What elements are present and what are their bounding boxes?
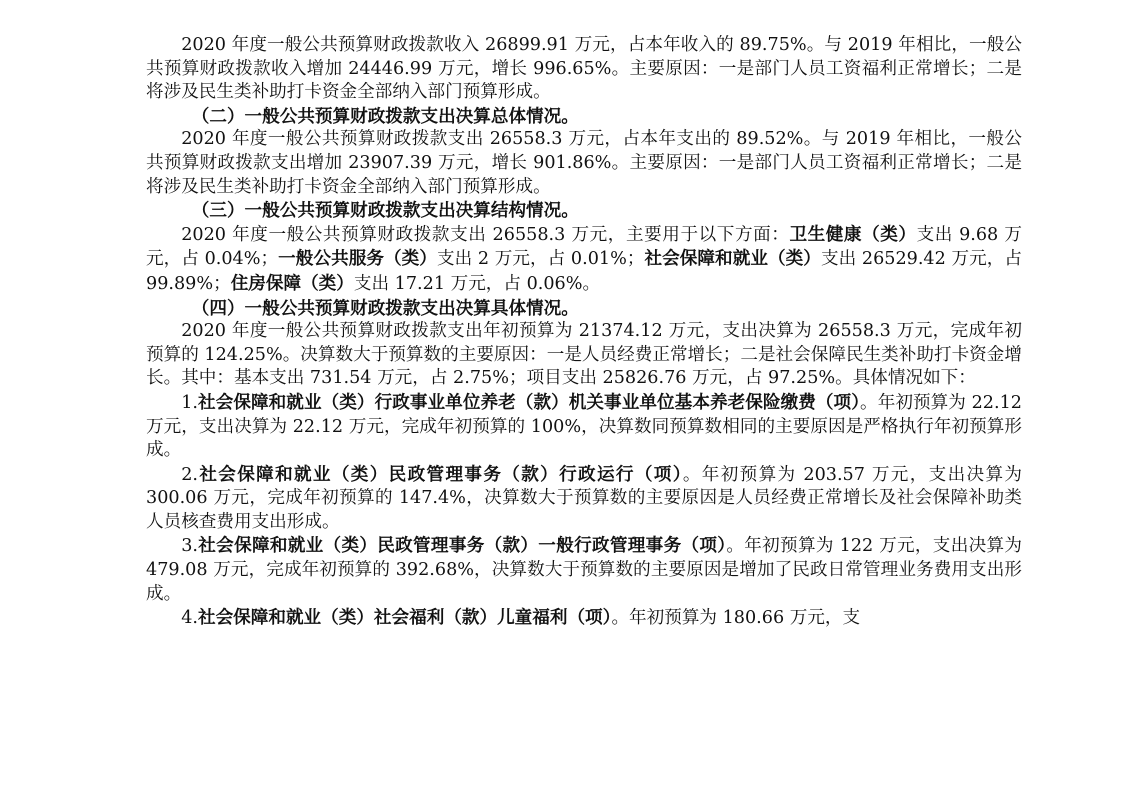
text-run: 支出 2 万元，占 0.01%； bbox=[436, 249, 645, 270]
detail-item-3 bbox=[146, 534, 1022, 606]
text-run: 支出 9.68 万元，占 0.04%； bbox=[146, 224, 1022, 270]
detail-item-2 bbox=[146, 463, 1022, 535]
detail-item-4 bbox=[146, 606, 1022, 631]
heading-text: （四）一般公共预算财政拨款支出决算具体情况。 bbox=[191, 297, 579, 319]
paragraph-revenue-summary bbox=[146, 34, 1022, 105]
category-social-security: 社会保障和就业（类） bbox=[644, 248, 821, 270]
heading-text: （二）一般公共预算财政拨款支出决算总体情况。 bbox=[191, 105, 579, 127]
item-title: 社会保障和就业（类）行政事业单位养老（款）机关事业单位基本养老保险缴费（项） bbox=[197, 391, 861, 413]
item-number: 4. bbox=[181, 608, 198, 629]
heading-text: （三）一般公共预算财政拨款支出决算结构情况。 bbox=[191, 200, 579, 222]
section-heading-2 bbox=[146, 105, 1022, 129]
text-run: 2020 年度一般公共预算财政拨款收入 26899.91 万元，占本年收入的 89.75%。与 2019 年相比，一般公共预算财政拨款收入增加 24446.99 万元，增长 996.65%。主要原因：一是部门人员工资福利正常增长；二是将涉及民生类补助打卡资金全部纳入部门预算形成。 bbox=[146, 35, 1022, 103]
text-run: 。年初预算为 122 万元，支出决算为 479.08 万元，完成年初预算的 392.68%，决算数大于预算数的主要原因是增加了民政日常管理业务费用支出形成。 bbox=[146, 536, 1022, 604]
item-number: 1. bbox=[181, 392, 198, 413]
paragraph-expenditure-detail bbox=[146, 320, 1022, 391]
document-page bbox=[146, 34, 1022, 631]
text-run: 2020 年度一般公共预算财政拨款支出 26558.3 万元，占本年支出的 89.52%。与 2019 年相比，一般公共预算财政拨款支出增加 23907.39 万元，增长 901.86%。主要原因：一是部门人员工资福利正常增长；二是将涉及民生类补助打卡资金全部纳入部门预算形成。 bbox=[146, 129, 1022, 197]
text-run: 支出 26529.42 万元，占 99.89%； bbox=[146, 249, 1022, 294]
category-general-public-services: 一般公共服务（类） bbox=[278, 248, 437, 270]
category-health: 卫生健康（类） bbox=[789, 223, 917, 245]
text-run: 。年初预算为 180.66 万元，支 bbox=[611, 608, 861, 629]
item-title: 社会保障和就业（类）民政管理事务（款）行政运行（项） bbox=[197, 463, 683, 485]
item-number: 3. bbox=[181, 536, 198, 557]
paragraph-expenditure-structure bbox=[146, 223, 1022, 297]
text-run: 2020 年度一般公共预算财政拨款支出 26558.3 万元，主要用于以下方面： bbox=[181, 224, 790, 245]
detail-item-1 bbox=[146, 391, 1022, 463]
text-run: 。年初预算为 22.12 万元，支出决算为 22.12 万元，完成年初预算的 100%，决算数同预算数相同的主要原因是严格执行年初预算形成。 bbox=[146, 392, 1022, 461]
category-housing: 住房保障（类） bbox=[230, 272, 354, 294]
text-run: 2020 年度一般公共预算财政拨款支出年初预算为 21374.12 万元，支出决算为 26558.3 万元，完成年初预算的 124.25%。决算数大于预算数的主要原因：一是人员经费正常增长；二是社会保障民生类补助打卡资金增长。其中：基本支出 731.54 万元，占 2.75%；项目支出 25826.76 万元，占 97.25%。具体情况如下： bbox=[146, 321, 1022, 389]
text-run: 支出 17.21 万元，占 0.06%。 bbox=[353, 273, 601, 294]
paragraph-expenditure-summary bbox=[146, 128, 1022, 199]
section-heading-3 bbox=[146, 199, 1022, 223]
item-title: 社会保障和就业（类）社会福利（款）儿童福利（项） bbox=[197, 607, 612, 629]
item-title: 社会保障和就业（类）民政管理事务（款）一般行政管理事务（项） bbox=[197, 535, 727, 557]
item-number: 2. bbox=[181, 464, 198, 485]
text-run: 。年初预算为 203.57 万元，支出决算为 300.06 万元，完成年初预算的 147.4%，决算数大于预算数的主要原因是人员经费正常增长及社会保障补助类人员核查费用支出形成。 bbox=[146, 464, 1023, 532]
section-heading-4 bbox=[146, 297, 1022, 321]
